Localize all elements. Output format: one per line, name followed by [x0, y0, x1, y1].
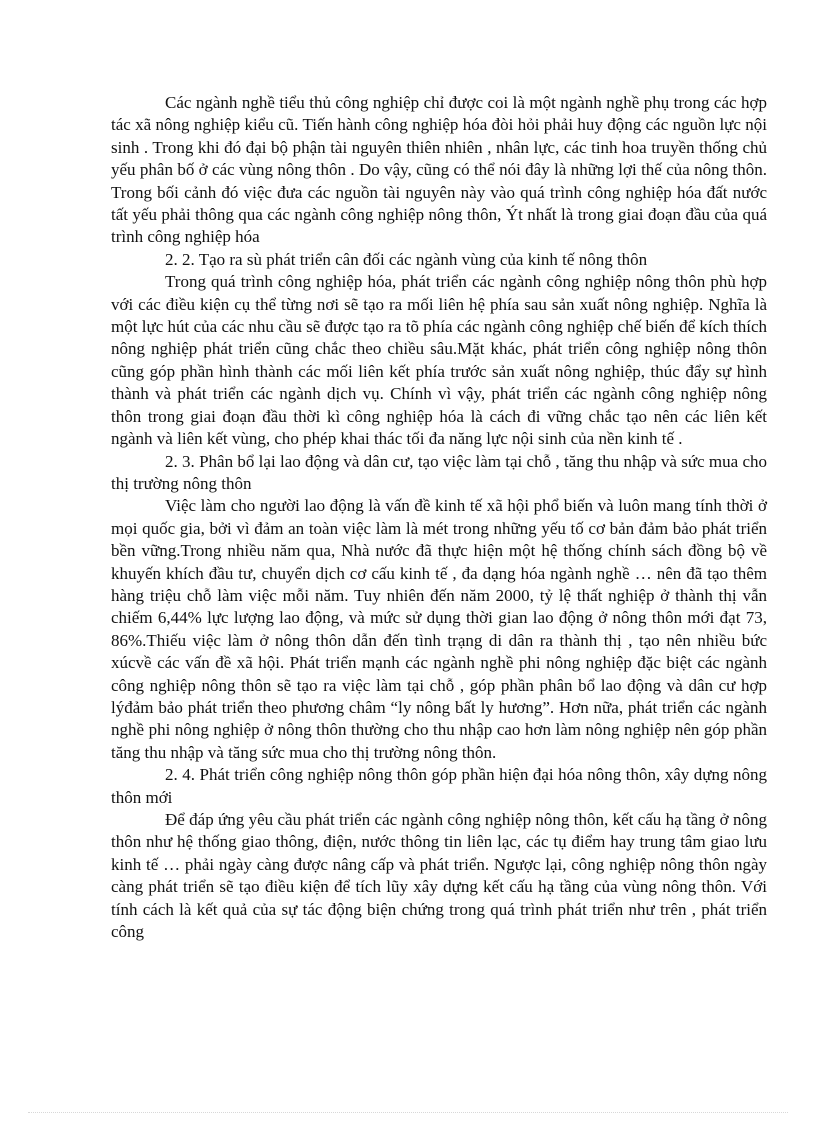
paragraph-employment: Việc làm cho người lao động là vấn đề kinh tế xã hội phổ biến và luôn mang tính thời ở mọi quốc gia, bởi vì đảm an toàn việc làm là mét trong những yếu tố cơ bản đảm bảo phát triển bền vững.Trong nhiều năm qua, Nhà nước đã thực hiện một hệ thống chính sách đồng bộ về khuyến khích đầu tư, chuyển dịch cơ cấu kinh tế , đa dạng hóa ngành nghề … nên đã tạo thêm hàng triệu chỗ làm việc mỗi năm. Tuy nhiên đến năm 2000, tỷ lệ thất nghiệp ở thành thị vẫn chiếm 6,44% lực lượng lao động, và mức sử dụng thời gian lao động ở nông thôn mới đạt 73, 86%.Thiếu việc làm ở nông thôn dẫn đến tình trạng di dân ra thành thị , tạo nên nhiều bức xúcvề các vấn đề xã hội. Phát triển mạnh các ngành nghề phi nông nghiệp đặc biệt các ngành công nghiệp nông thôn sẽ tạo ra việc làm tại chỗ , góp phần phân bổ lao động và dân cư hợp lýđảm bảo phát triển theo phương châm “ly nông bất ly hương”. Hơn nữa, phát triển các ngành nghề phi nông nghiệp ở nông thôn thường cho thu nhập cao hơn làm nông nghiệp nên góp phần tăng thu nhập và tăng sức mua cho thị trường nông thôn.: [111, 496, 767, 762]
section-heading-2-4: 2. 4. Phát triển công nghiệp nông thôn góp phần hiện đại hóa nông thôn, xây dựng nông thôn mới: [111, 765, 767, 807]
section-heading-2-2: 2. 2. Tạo ra sù phát triển cân đối các ngành vùng của kinh tế nông thôn: [165, 249, 648, 269]
section-heading-2-3: 2. 3. Phân bổ lại lao động và dân cư, tạo việc làm tại chỗ , tăng thu nhập và sức mua cho thị trường nông thôn: [111, 451, 767, 493]
page-bottom-rule: [28, 1112, 788, 1113]
paragraph-modernization: Để đáp ứng yêu cầu phát triển các ngành công nghiệp nông thôn, kết cấu hạ tầng ở nông thôn như hệ thống giao thông, điện, nước thông tin liên lạc, các tụ điểm hay trung tâm giao lưu kinh tế … phải ngày càng được nâng cấp và phát triển. Ngược lại, công nghiệp nông thôn ngày càng phát triển sẽ tạo điều kiện để tích lũy xây dựng kết cấu hạ tầng của vùng nông thôn. Với tính cách là kết quả của sự tác động biện chứng trong quá trình phát triển như trên , phát triển công: [111, 810, 767, 942]
document-page: [111, 92, 767, 943]
paragraph-rural-industry-intro: Các ngành nghề tiểu thủ công nghiệp chỉ được coi là một ngành nghề phụ trong các hợp tác xã nông nghiệp kiểu cũ. Tiến hành công nghiệp hóa đòi hỏi phải huy động các nguồn lực nội sinh . Trong khi đó đại bộ phận tài nguyên thiên nhiên , nhân lực, các tinh hoa truyền thống chủ yếu phân bố ở các vùng nông thôn . Do vậy, cũng có thể nói đây là những lợi thế của nông thôn. Trong bối cảnh đó việc đưa các nguồn tài nguyên này vào quá trình công nghiệp hóa đất nước tất yếu phải thông qua các ngành công nghiệp nông thôn, Ýt nhất là trong giai đoạn đầu của quá trình công nghiệp hóa: [111, 93, 767, 247]
paragraph-balanced-development: Trong quá trình công nghiệp hóa, phát triển các ngành công nghiệp nông thôn phù hợp với các điều kiện cụ thể từng nơi sẽ tạo ra mối liên hệ phía sau sản xuất nông nghiệp. Nghĩa là một lực hút của các nhu cầu sẽ được tạo ra tõ phía các ngành công nghiệp chế biến để kích thích nông nghiệp phát triển cũng chắc theo chiều sâu.Mặt khác, phát triển công nghiệp nông thôn cũng góp phần hình thành các mối liên kết phía trước sản xuất nông nghiệp, thúc đẩy sự hình thành và phát triển các ngành dịch vụ. Chính vì vậy, phát triển các ngành công nghiệp nông thôn trong giai đoạn đầu thời kì công nghiệp hóa là cách đi vững chắc tạo nên các liên kết ngành và liên kết vùng, cho phép khai thác tối đa năng lực nội sinh của nền kinh tế .: [111, 272, 767, 449]
